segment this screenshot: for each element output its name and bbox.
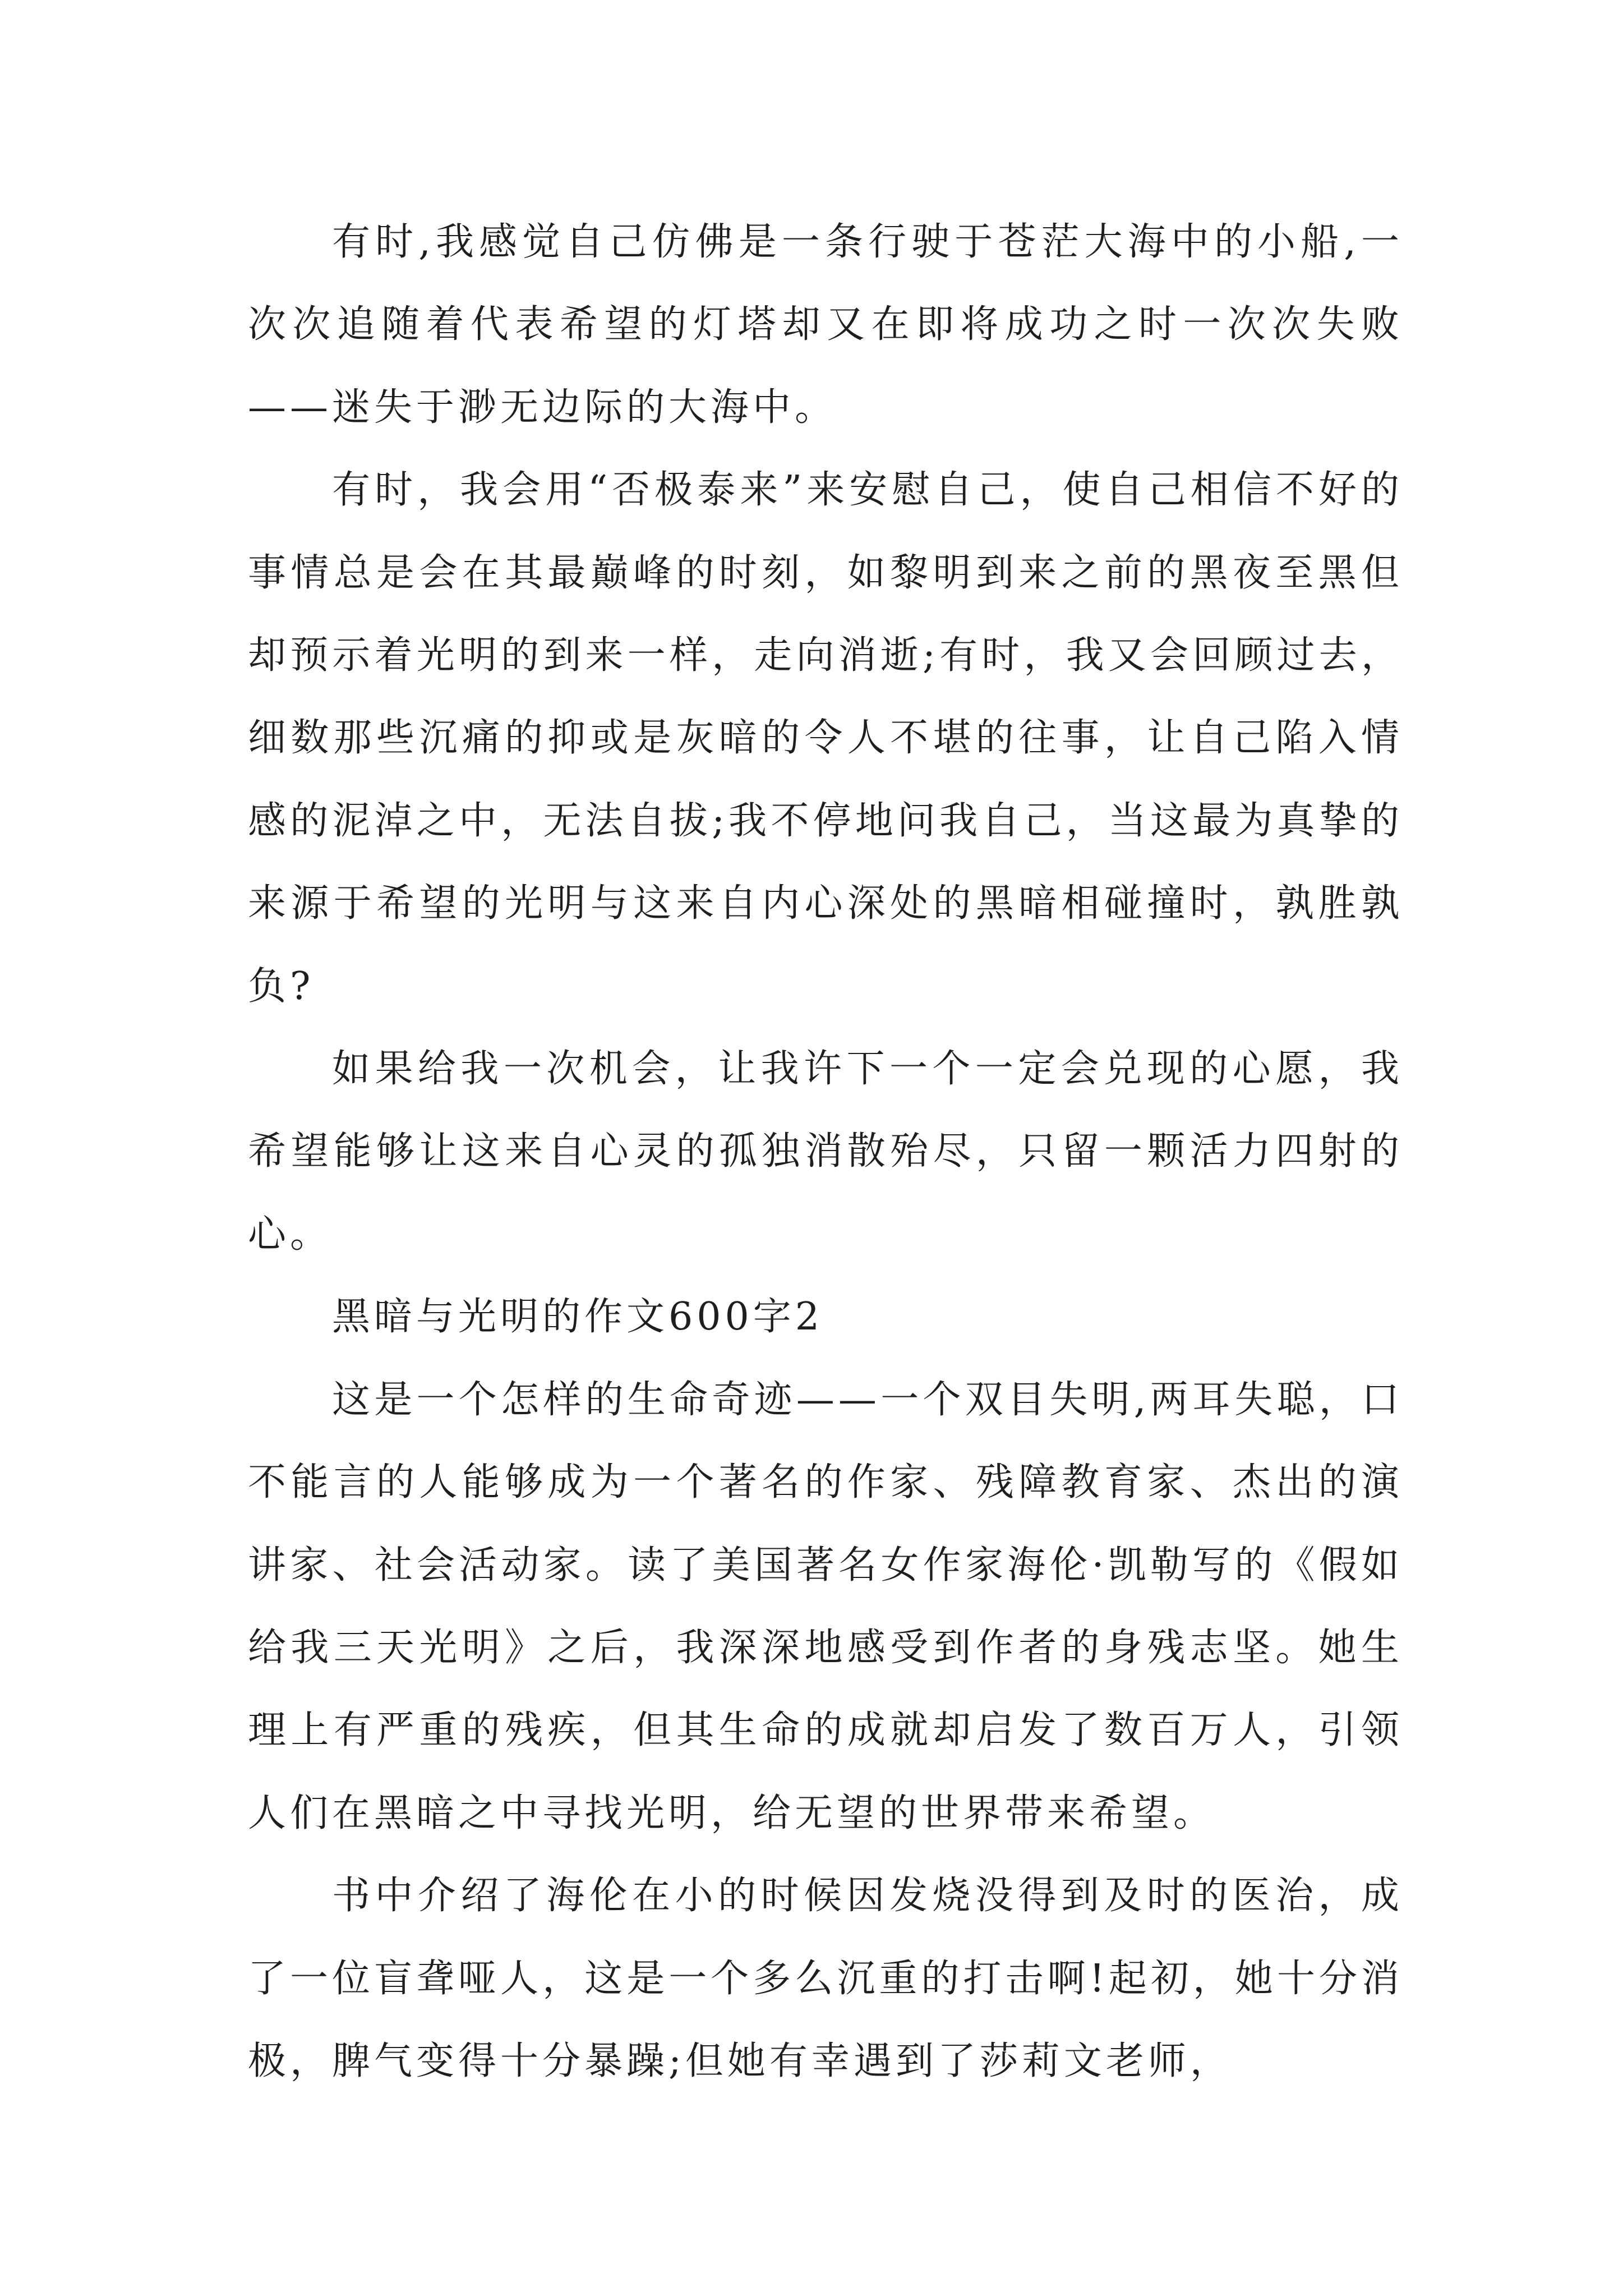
- essay-heading: 黑暗与光明的作文600字2: [332, 1295, 824, 1340]
- article-body: [248, 201, 1403, 2102]
- paragraph-self-comfort: 有时，我会用“否极泰来”来安慰自己，使自己相信不好的事情总是会在其最巅峰的时刻，如黎明到来之前的黑夜至黑但却预示着光明的到来一样，走向消逝;有时，我又会回顾过去，细数那些沉痛的抑或是灰暗的令人不堪的往事，让自己陷入情感的泥淖之中，无法自拔;我不停地问我自己，当这最为真挚的来源于希望的光明与这来自内心深处的黑暗相碰撞时，孰胜孰负?: [248, 468, 1403, 1009]
- paragraph-wish: 如果给我一次机会，让我许下一个一定会兑现的心愿，我希望能够让这来自心灵的孤独消散殆尽，只留一颗活力四射的心。: [248, 1047, 1403, 1257]
- paragraph-boat: 有时,我感觉自己仿佛是一条行驶于苍茫大海中的小船,一次次追随着代表希望的灯塔却又在即将成功之时一次次失败——迷失于渺无边际的大海中。: [248, 220, 1403, 430]
- paragraph-book-intro: 书中介绍了海伦在小的时候因发烧没得到及时的医治，成了一位盲聋哑人，这是一个多么沉重的打击啊!起初，她十分消极，脾气变得十分暴躁;但她有幸遇到了莎莉文老师，: [248, 1874, 1404, 2083]
- paragraph-helen-keller: 这是一个怎样的生命奇迹——一个双目失明,两耳失聪，口不能言的人能够成为一个著名的作家、残障教育家、杰出的演讲家、社会活动家。读了美国著名女作家海伦·凯勒写的《假如给我三天光明》之后，我深深地感受到作者的身残志坚。她生理上有严重的残疾，但其生命的成就却启发了数百万人，引领人们在黑暗之中寻找光明，给无望的世界带来希望。: [248, 1377, 1403, 1835]
